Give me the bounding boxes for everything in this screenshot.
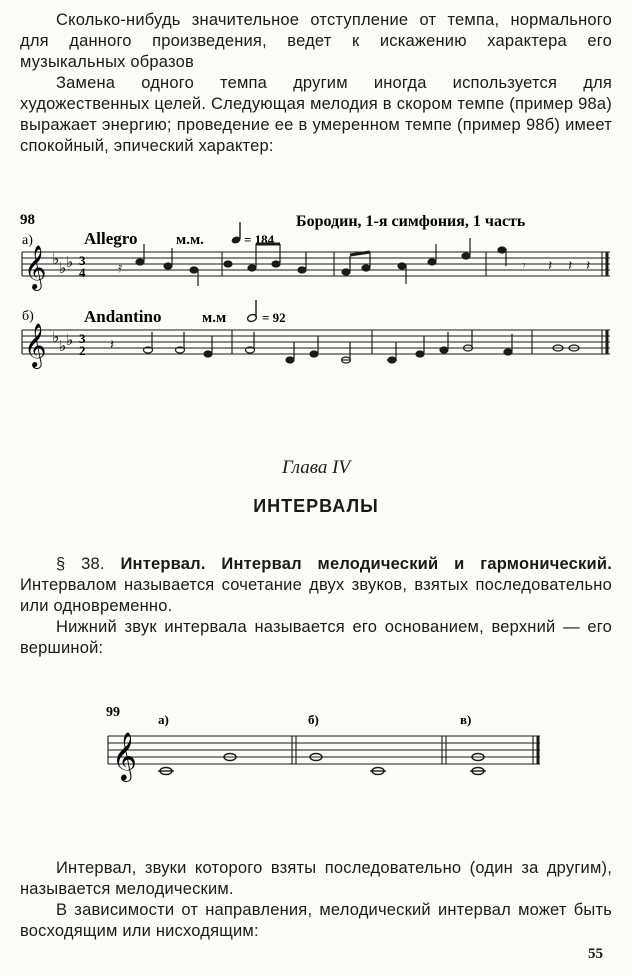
key-signature-flats — [52, 250, 73, 277]
time-sig-bottom-a: 4 — [79, 265, 86, 280]
line-b-label: б) — [22, 309, 34, 324]
metronome-a: = 184 — [244, 232, 275, 247]
svg-text:𝄽: 𝄽 — [568, 259, 573, 274]
treble-clef-icon: 𝄞 — [24, 245, 47, 289]
svg-text:𝄾: 𝄾 — [522, 259, 526, 274]
svg-text:𝄽: 𝄽 — [586, 259, 591, 274]
chapter-label: Глава IV — [281, 457, 351, 478]
metronome-b: = 92 — [262, 310, 286, 325]
source-caption: Бородин, 1-я симфония, 1 часть — [296, 213, 526, 230]
paragraph-base-top: Нижний звук интервала называется его основанием, верхний — его вершиной: — [20, 618, 612, 657]
label-c: в) — [460, 712, 472, 727]
section-number: § 38. — [56, 555, 105, 573]
svg-text:♭: ♭ — [66, 253, 74, 271]
time-sig-top-b: 3 — [79, 331, 86, 346]
svg-text:𝄿: 𝄿 — [118, 261, 123, 276]
time-sig-bottom-b: 2 — [79, 343, 86, 358]
half-note-icon — [231, 222, 242, 245]
tempo-allegro: Allegro — [84, 229, 138, 248]
key-signature-flats — [52, 328, 73, 355]
paragraph-tempo-deviation: Сколько-нибудь значительное отступление от темпа, нормального для данного произведения, ведет к искажению характера его музыкальных образов — [20, 11, 612, 71]
section-38-text — [20, 554, 612, 659]
intro-text — [20, 10, 612, 157]
section-definition: Интервалом называется сочетание двух звуков, взятых последовательно или одновременно. — [20, 576, 612, 615]
page-number: 55 — [588, 946, 603, 962]
half-note-icon — [247, 300, 258, 323]
section-heading-paragraph — [20, 554, 612, 617]
svg-text:♭: ♭ — [59, 337, 67, 355]
treble-clef-icon: 𝄞 — [24, 323, 47, 367]
mm-label-b: м.м — [202, 310, 227, 326]
svg-text:𝄽: 𝄽 — [110, 338, 115, 353]
svg-text:♭: ♭ — [52, 328, 60, 346]
mm-label-a: м.м. — [176, 232, 204, 248]
svg-text:♭: ♭ — [52, 250, 60, 268]
example-98-score — [0, 200, 632, 390]
tempo-andantino: Andantino — [84, 307, 162, 326]
closing-text — [20, 858, 612, 942]
paragraph-direction: В зависимости от направления, мелодический интервал может быть восходящим или нисходящим: — [20, 901, 612, 940]
label-a: а) — [158, 712, 169, 727]
paragraph-tempo-change: Замена одного темпа другим иногда используется для художественных целей. Следующая мелодия в скором темпе (пример 98а) выражает энергию; проведение ее в умеренном темпе (пример 98б) имеет спокойный, эпический характер: — [20, 74, 612, 155]
svg-text:♭: ♭ — [59, 259, 67, 277]
svg-text:𝄽: 𝄽 — [548, 259, 553, 274]
svg-text:♭: ♭ — [66, 331, 74, 349]
line-a-label: а) — [22, 233, 33, 248]
example-number: 98 — [20, 212, 35, 228]
example-number: 99 — [106, 705, 120, 720]
example-99-score — [0, 700, 632, 790]
paragraph-melodic: Интервал, звуки которого взяты последовательно (один за другим), называется мелодическим. — [20, 859, 612, 898]
notes-line-b — [110, 330, 579, 363]
chapter-title: ИНТЕРВАЛЫ — [253, 496, 379, 516]
time-sig-top-a: 3 — [79, 253, 86, 268]
treble-clef-icon: 𝄞 — [112, 731, 137, 780]
label-b: б) — [308, 712, 319, 727]
section-title: Интервал. Интервал мелодический и гармонический. — [120, 555, 612, 573]
